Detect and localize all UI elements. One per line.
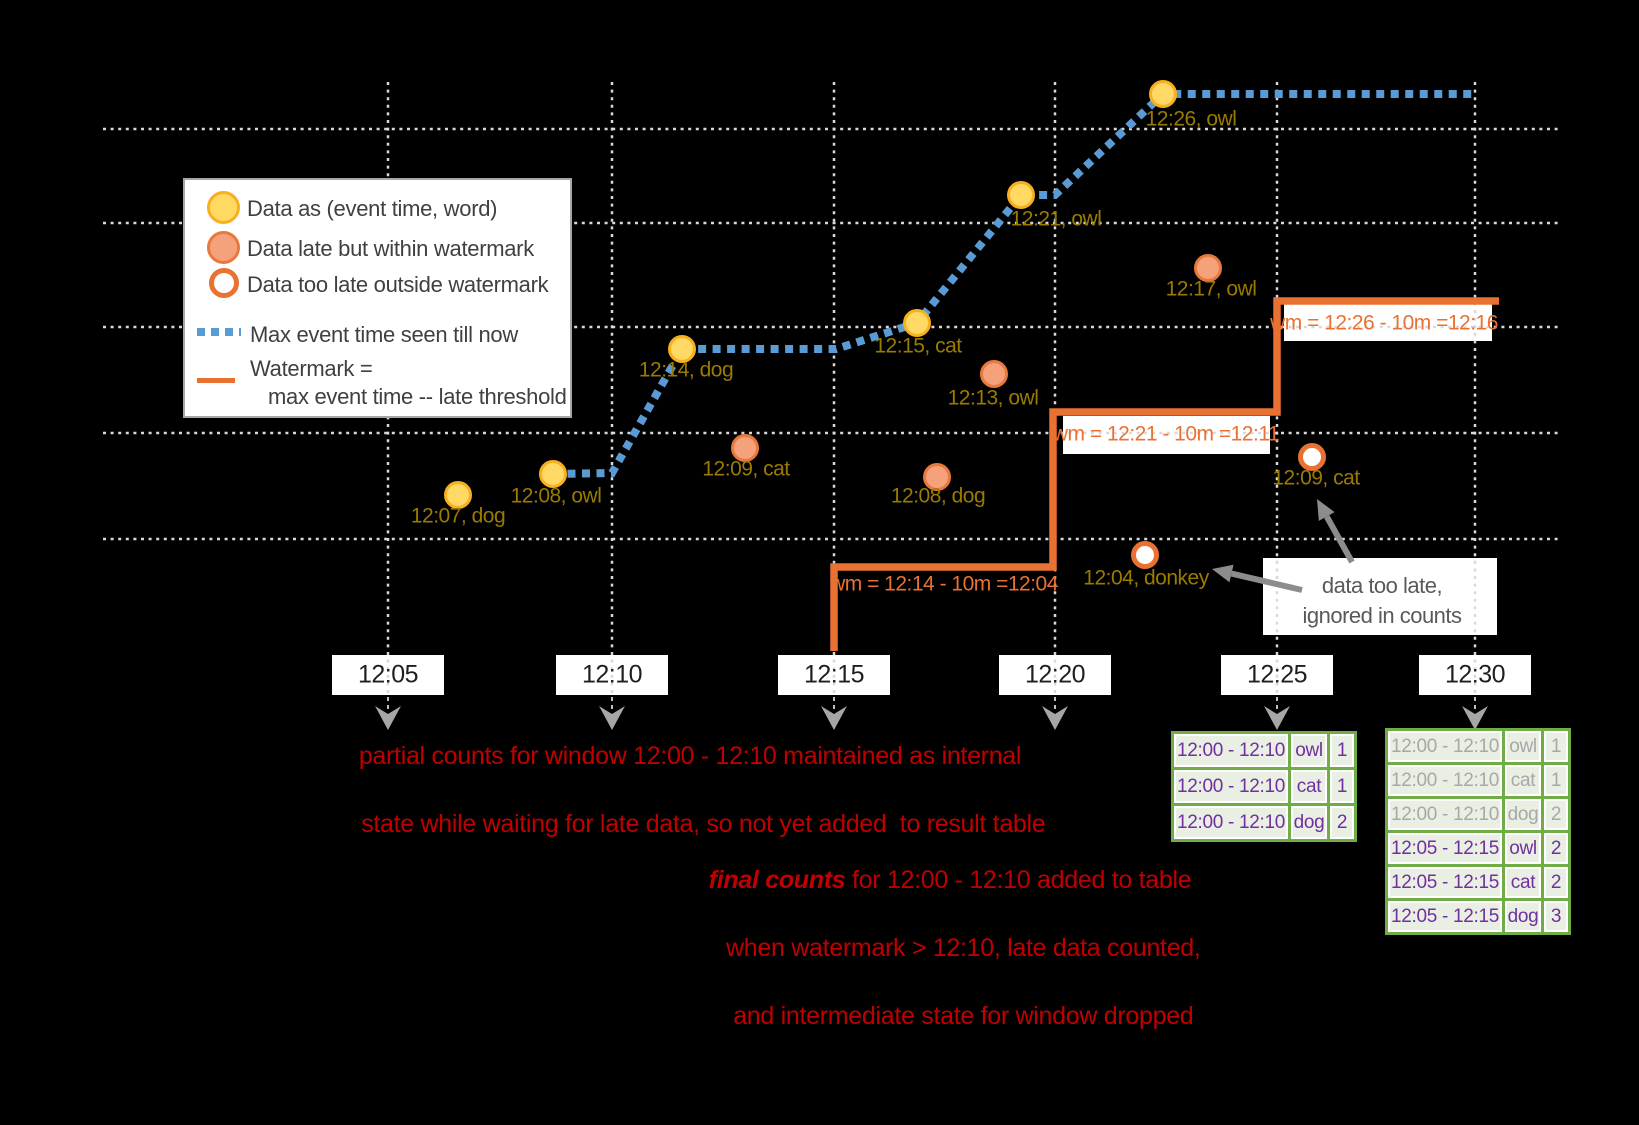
data-point-label: 12:26, owl xyxy=(1145,107,1237,131)
table-cell-count: 2 xyxy=(1544,833,1568,864)
table-cell-word: dog xyxy=(1505,799,1541,830)
callout-line2: ignored in counts xyxy=(1302,602,1462,628)
table-cell-word: cat xyxy=(1505,867,1541,898)
tick-arrowhead-icon xyxy=(1264,706,1290,730)
legend-toolate-dot-icon xyxy=(209,268,239,298)
annotation-final-line1: for 12:00 - 12:10 added to table xyxy=(845,866,1192,894)
data-point-ontime xyxy=(1151,82,1176,107)
annotation-final-line3: and intermediate state for window dropped xyxy=(733,1002,1194,1030)
table-cell-word: owl xyxy=(1291,734,1327,767)
tick-label: 12:25 xyxy=(1246,660,1308,689)
tick-label: 12:10 xyxy=(581,660,643,689)
table-cell-count: 1 xyxy=(1544,731,1568,762)
tick-arrowhead-icon xyxy=(821,706,847,730)
data-point-label: 12:08, owl xyxy=(510,484,602,508)
result-table-1230 xyxy=(1385,728,1571,935)
data-point-label: 12:21, owl xyxy=(1010,207,1102,231)
legend-ontime-dot-icon xyxy=(207,191,240,224)
legend-late-dot-icon xyxy=(207,231,240,264)
data-point-label: 12:09, cat xyxy=(702,457,790,481)
tick-arrowhead-icon xyxy=(1042,706,1068,730)
data-point-label: 12:07, dog xyxy=(410,504,506,528)
table-cell-count: 2 xyxy=(1330,806,1354,839)
data-point-label: 12:15, cat xyxy=(874,334,962,358)
table-cell-window: 12:05 - 12:15 xyxy=(1388,867,1502,898)
tick-label: 12:05 xyxy=(357,660,419,689)
tick-arrowhead-icon xyxy=(1462,706,1488,730)
watermark-label: wm = 12:21 - 10m =12:11 xyxy=(1052,422,1280,446)
data-point-label: 12:14, dog xyxy=(638,358,734,382)
callout-arrowhead-icon xyxy=(1212,565,1234,583)
legend-item-maxevent: Max event time seen till now xyxy=(250,322,518,347)
table-cell-window: 12:00 - 12:10 xyxy=(1174,734,1288,767)
data-point-label: 12:17, owl xyxy=(1165,277,1257,301)
tick-label: 12:15 xyxy=(803,660,865,689)
data-point-label: 12:09, cat xyxy=(1272,466,1360,490)
table-cell-count: 2 xyxy=(1544,799,1568,830)
data-point-label: 12:04, donkey xyxy=(1083,566,1209,590)
legend-item-toolate: Data too late outside watermark xyxy=(247,272,549,297)
max-event-time-line xyxy=(553,94,1477,474)
table-cell-count: 2 xyxy=(1544,867,1568,898)
legend-max-event-line-icon xyxy=(197,328,241,336)
table-cell-word: cat xyxy=(1291,770,1327,803)
table-cell-word: cat xyxy=(1505,765,1541,796)
table-cell-window: 12:00 - 12:10 xyxy=(1174,770,1288,803)
legend-item-watermark: Watermark = xyxy=(250,356,373,381)
table-cell-window: 12:00 - 12:10 xyxy=(1388,731,1502,762)
callout-arrow-line xyxy=(1327,516,1352,562)
table-cell-word: owl xyxy=(1505,731,1541,762)
data-point-toolate xyxy=(1134,544,1157,567)
annotation-partial-line2: state while waiting for late data, so not yet added to result table xyxy=(361,810,1046,838)
table-cell-window: 12:00 - 12:10 xyxy=(1174,806,1288,839)
table-cell-count: 1 xyxy=(1330,734,1354,767)
table-cell-window: 12:05 - 12:15 xyxy=(1388,833,1502,864)
watermark-label: wm = 12:26 - 10m =12:16 xyxy=(1270,311,1498,335)
legend-item-watermark-def: max event time -- late threshold xyxy=(268,384,567,409)
data-point-ontime xyxy=(1009,183,1034,208)
tick-label: 12:20 xyxy=(1024,660,1086,689)
tick-arrowhead-icon xyxy=(599,706,625,730)
table-cell-window: 12:00 - 12:10 xyxy=(1388,765,1502,796)
legend-item-ontime: Data as (event time, word) xyxy=(247,196,498,221)
table-cell-word: dog xyxy=(1291,806,1327,839)
table-cell-word: owl xyxy=(1505,833,1541,864)
table-cell-word: dog xyxy=(1505,901,1541,932)
result-table-1225 xyxy=(1171,731,1357,842)
table-cell-window: 12:00 - 12:10 xyxy=(1388,799,1502,830)
data-point-label: 12:08, dog xyxy=(890,484,986,508)
table-cell-count: 1 xyxy=(1544,765,1568,796)
table-cell-count: 3 xyxy=(1544,901,1568,932)
data-point-toolate xyxy=(1301,446,1324,469)
callout-line1: data too late, xyxy=(1321,572,1443,598)
data-point-late xyxy=(982,362,1007,387)
table-cell-count: 1 xyxy=(1330,770,1354,803)
legend-box xyxy=(183,178,572,418)
legend-watermark-line-icon xyxy=(197,378,235,383)
data-point-ontime xyxy=(541,462,566,487)
data-point-ontime xyxy=(905,311,930,336)
legend-item-late: Data late but within watermark xyxy=(247,236,534,261)
annotation-partial-line1: partial counts for window 12:00 - 12:10 maintained as internal xyxy=(358,742,1022,770)
watermark-label: wm = 12:14 - 10m =12:04 xyxy=(830,572,1058,596)
annotation-final-bold: final counts xyxy=(708,866,846,894)
tick-arrowhead-icon xyxy=(375,706,401,730)
annotation-final-line2: when watermark > 12:10, late data counted, xyxy=(726,934,1201,962)
tick-label: 12:30 xyxy=(1444,660,1506,689)
data-point-label: 12:13, owl xyxy=(947,386,1039,410)
table-cell-window: 12:05 - 12:15 xyxy=(1388,901,1502,932)
